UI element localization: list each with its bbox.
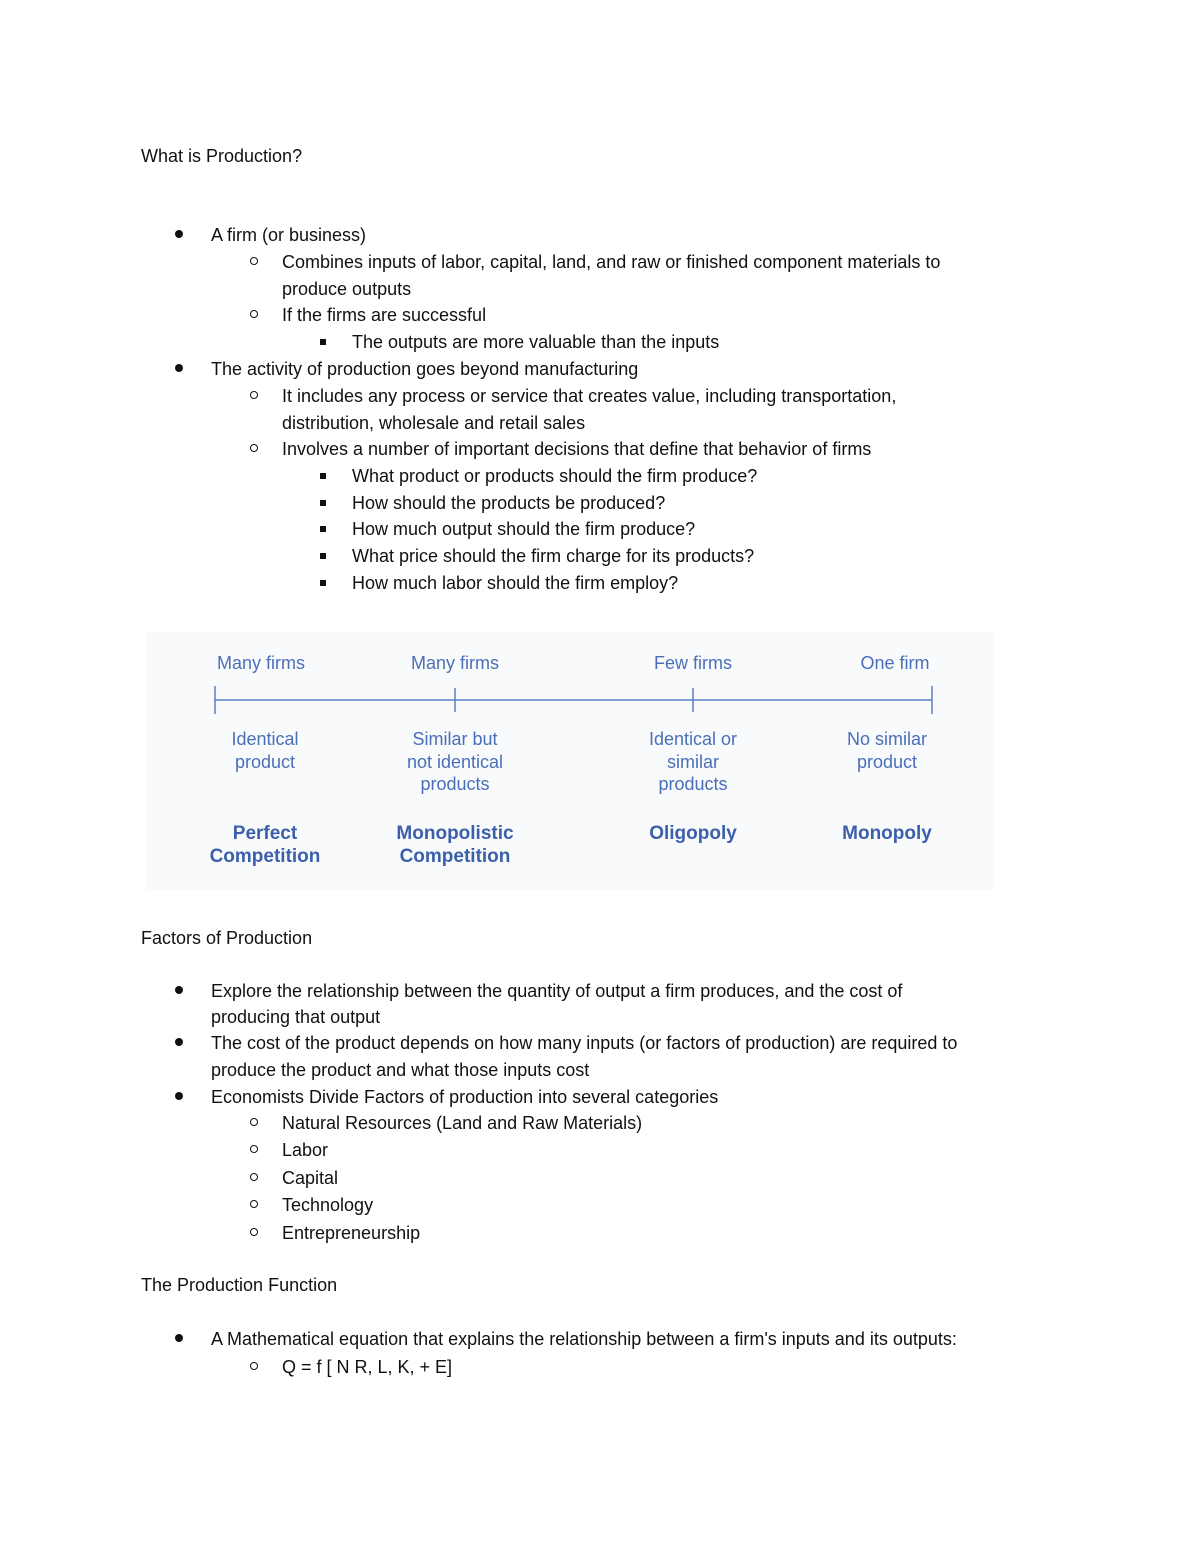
product-description: products	[420, 774, 490, 794]
product-description: Identical	[231, 729, 299, 749]
list-item: Labor	[282, 1140, 329, 1160]
product-description: not identical	[406, 752, 504, 772]
list-item: Capital	[282, 1168, 339, 1188]
firm-count-label: Many firms	[216, 653, 305, 673]
market-type-name: Monopolistic	[396, 823, 514, 844]
product-description: Similar but	[412, 729, 498, 749]
list-item: The outputs are more valuable than the inputs	[352, 332, 720, 352]
market-type-name: Monopoly	[842, 823, 932, 844]
market-type-name: Perfect	[232, 823, 298, 844]
list-item-continuation: produce outputs	[282, 279, 412, 299]
list-item: Combines inputs of labor, capital, land, and raw or finished component materials to	[282, 252, 941, 272]
market-type-name: Oligopoly	[649, 823, 737, 844]
firm-count-label: Few firms	[654, 653, 732, 673]
list-item-continuation: distribution, wholesale and retail sales	[282, 413, 586, 433]
product-description: products	[658, 774, 728, 794]
section-heading-production-function: The Production Function	[141, 1275, 338, 1295]
list-item: What product or products should the firm produce?	[352, 466, 758, 486]
list-item: How should the products be produced?	[352, 493, 666, 513]
product-description: similar	[667, 752, 719, 772]
product-description: No similar	[846, 729, 927, 749]
market-structure-diagram	[147, 632, 993, 890]
list-item-continuation: produce the product and what those inputs cost	[211, 1060, 590, 1080]
product-description: Identical or	[648, 729, 738, 749]
list-item: It includes any process or service that creates value, including transportation,	[282, 386, 897, 406]
list-item: How much labor should the firm employ?	[352, 573, 679, 593]
list-item: Entrepreneurship	[282, 1223, 421, 1243]
firm-count-label: Many firms	[410, 653, 499, 673]
product-description: product	[856, 752, 918, 772]
firm-count-label: One firm	[860, 653, 930, 673]
list-item: What price should the firm charge for its products?	[352, 546, 755, 566]
list-item: The cost of the product depends on how many inputs (or factors of production) are required to	[211, 1033, 958, 1053]
list-item-continuation: producing that output	[211, 1007, 381, 1027]
list-item: Involves a number of important decisions that define that behavior of firms	[282, 439, 872, 459]
market-type-name: Competition	[209, 846, 321, 867]
list-item: If the firms are successful	[282, 305, 487, 325]
list-item: Natural Resources (Land and Raw Materials)	[282, 1113, 643, 1133]
section-heading-production: What is Production?	[141, 146, 303, 166]
market-type-name: Competition	[399, 846, 511, 867]
section-heading-factors: Factors of Production	[141, 928, 313, 948]
list-item: How much output should the firm produce?	[352, 519, 696, 539]
formula-text: Q = f [ N R, L, K, + E]	[282, 1357, 453, 1377]
list-item: Explore the relationship between the quantity of output a firm produces, and the cost of	[211, 981, 903, 1001]
list-item: A firm (or business)	[211, 225, 367, 245]
list-item: Economists Divide Factors of production into several categories	[211, 1087, 719, 1107]
list-item: A Mathematical equation that explains the relationship between a firm's inputs and its outputs:	[211, 1329, 957, 1349]
list-item: The activity of production goes beyond manufacturing	[211, 359, 639, 379]
product-description: product	[234, 752, 296, 772]
list-item: Technology	[282, 1195, 374, 1215]
